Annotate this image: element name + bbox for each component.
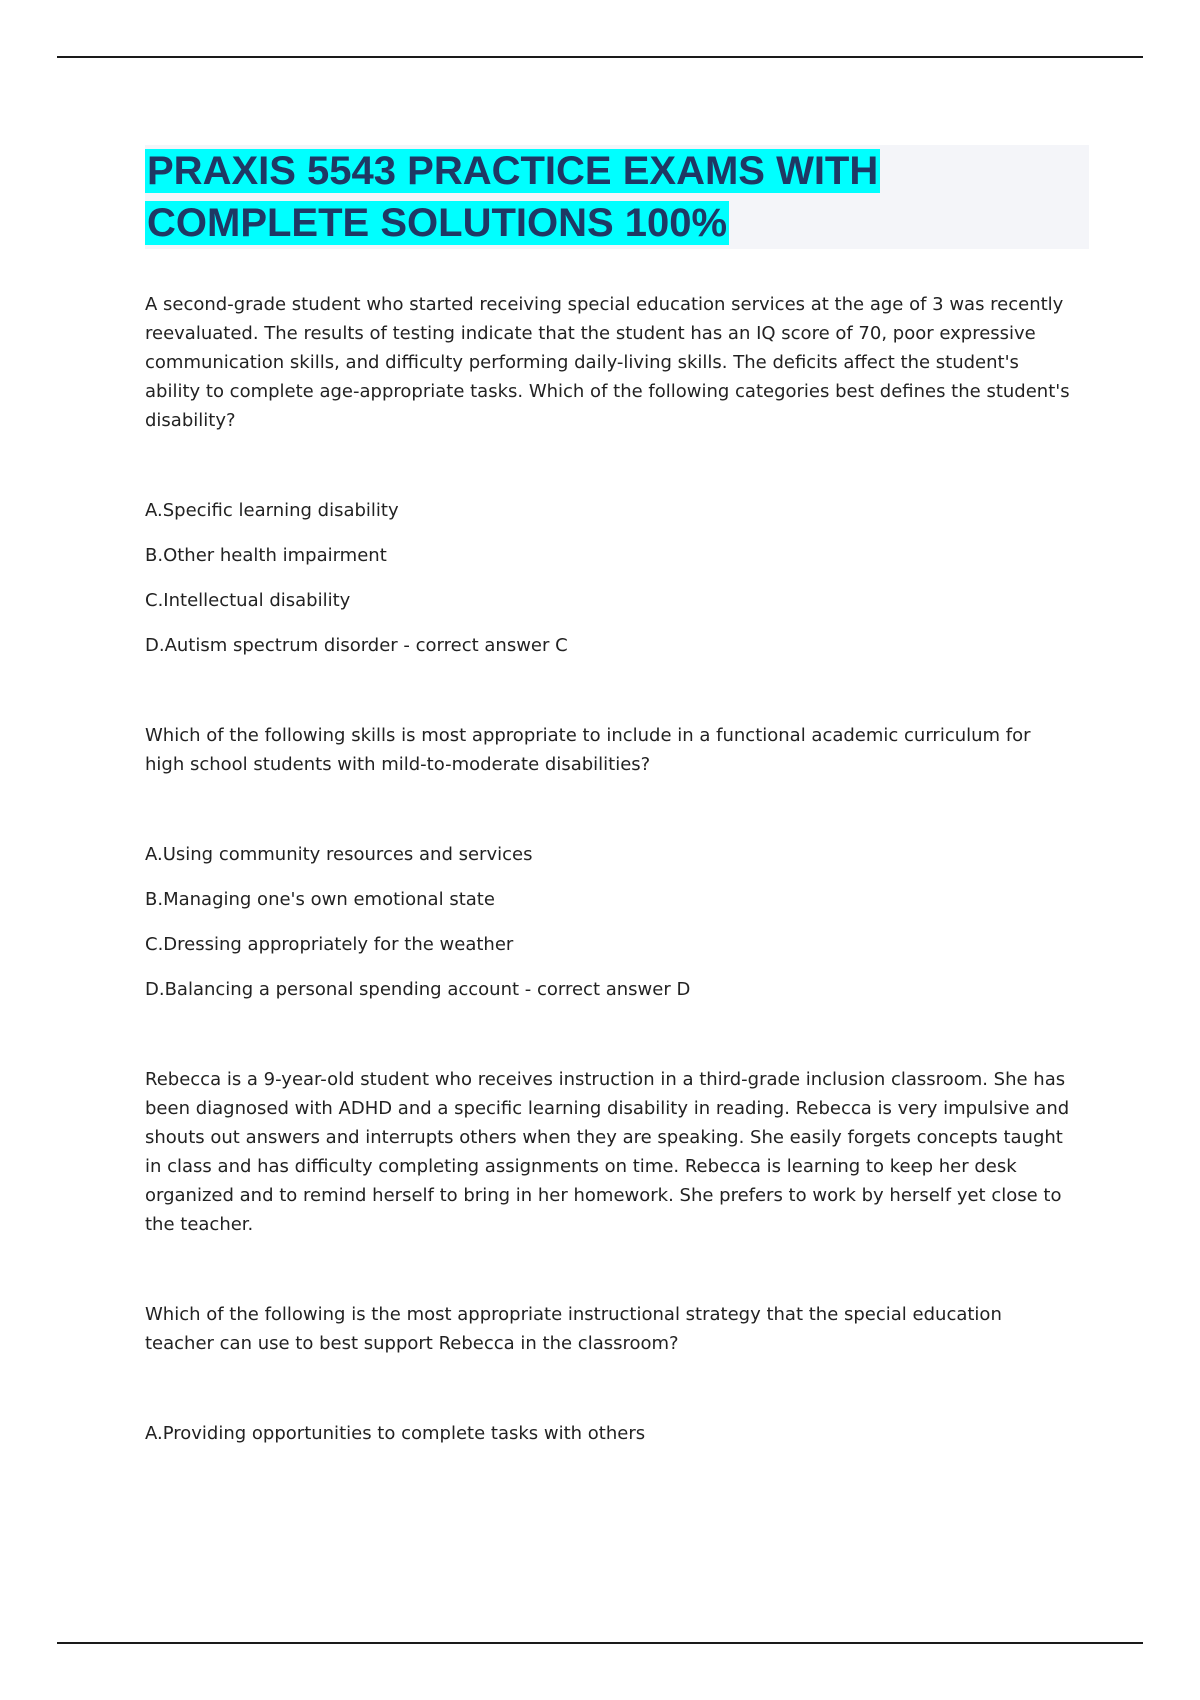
- question-2-options: [145, 840, 1075, 1004]
- question-3-text: Which of the following is the most appropriate instructional strategy that the special education teacher can use to best support Rebecca in the classroom?: [145, 1304, 1002, 1354]
- q2-option-d: D.Balancing a personal spending account - correct answer D: [145, 979, 691, 1000]
- q3-option-a: A.Providing opportunities to complete tasks with others: [145, 1423, 646, 1444]
- question-3-options: [145, 1419, 1075, 1448]
- question-2-text: Which of the following skills is most appropriate to include in a functional academic curriculum for high school students with mild-to-moderate disabilities?: [145, 725, 1031, 775]
- bottom-rule: [57, 1642, 1143, 1644]
- question-1-text: A second-grade student who started receiving special education services at the age of 3 was recently reevaluated. The results of testing indicate that the student has an IQ score of 70, poor expressive communication skills, and difficulty performing daily-living skills. The deficits affect the student's ability to complete age-appropriate tasks. Which of the following categories best defines the student's disability?: [145, 294, 1070, 431]
- q1-option-b: B.Other health impairment: [145, 545, 387, 566]
- q2-option-a: A.Using community resources and services: [145, 844, 533, 865]
- question-1-options: [145, 496, 1075, 660]
- document-body: [145, 290, 1075, 1448]
- q1-option-d: D.Autism spectrum disorder - correct answer C: [145, 635, 568, 656]
- question-3-scenario: Rebecca is a 9-year-old student who receives instruction in a third-grade inclusion classroom. She has been diagnosed with ADHD and a specific learning disability in reading. Rebecca is very impulsive and shouts out answers and interrupts others when they are speaking. She easily forgets concepts taught in class and has difficulty completing assignments on time. Rebecca is learning to keep her desk organized and to remind herself to bring in her homework. She prefers to work by herself yet close to the teacher.: [145, 1069, 1070, 1235]
- title-block: [145, 145, 1089, 249]
- top-rule: [57, 56, 1143, 58]
- q2-option-b: B.Managing one's own emotional state: [145, 889, 495, 910]
- page-title: [145, 145, 1089, 249]
- q1-option-a: A.Specific learning disability: [145, 500, 399, 521]
- q1-option-c: C.Intellectual disability: [145, 590, 351, 611]
- title-line-1: PRAXIS 5543 PRACTICE EXAMS WITH: [147, 149, 879, 193]
- q2-option-c: C.Dressing appropriately for the weather: [145, 934, 514, 955]
- title-line-2: COMPLETE SOLUTIONS 100%: [147, 201, 728, 245]
